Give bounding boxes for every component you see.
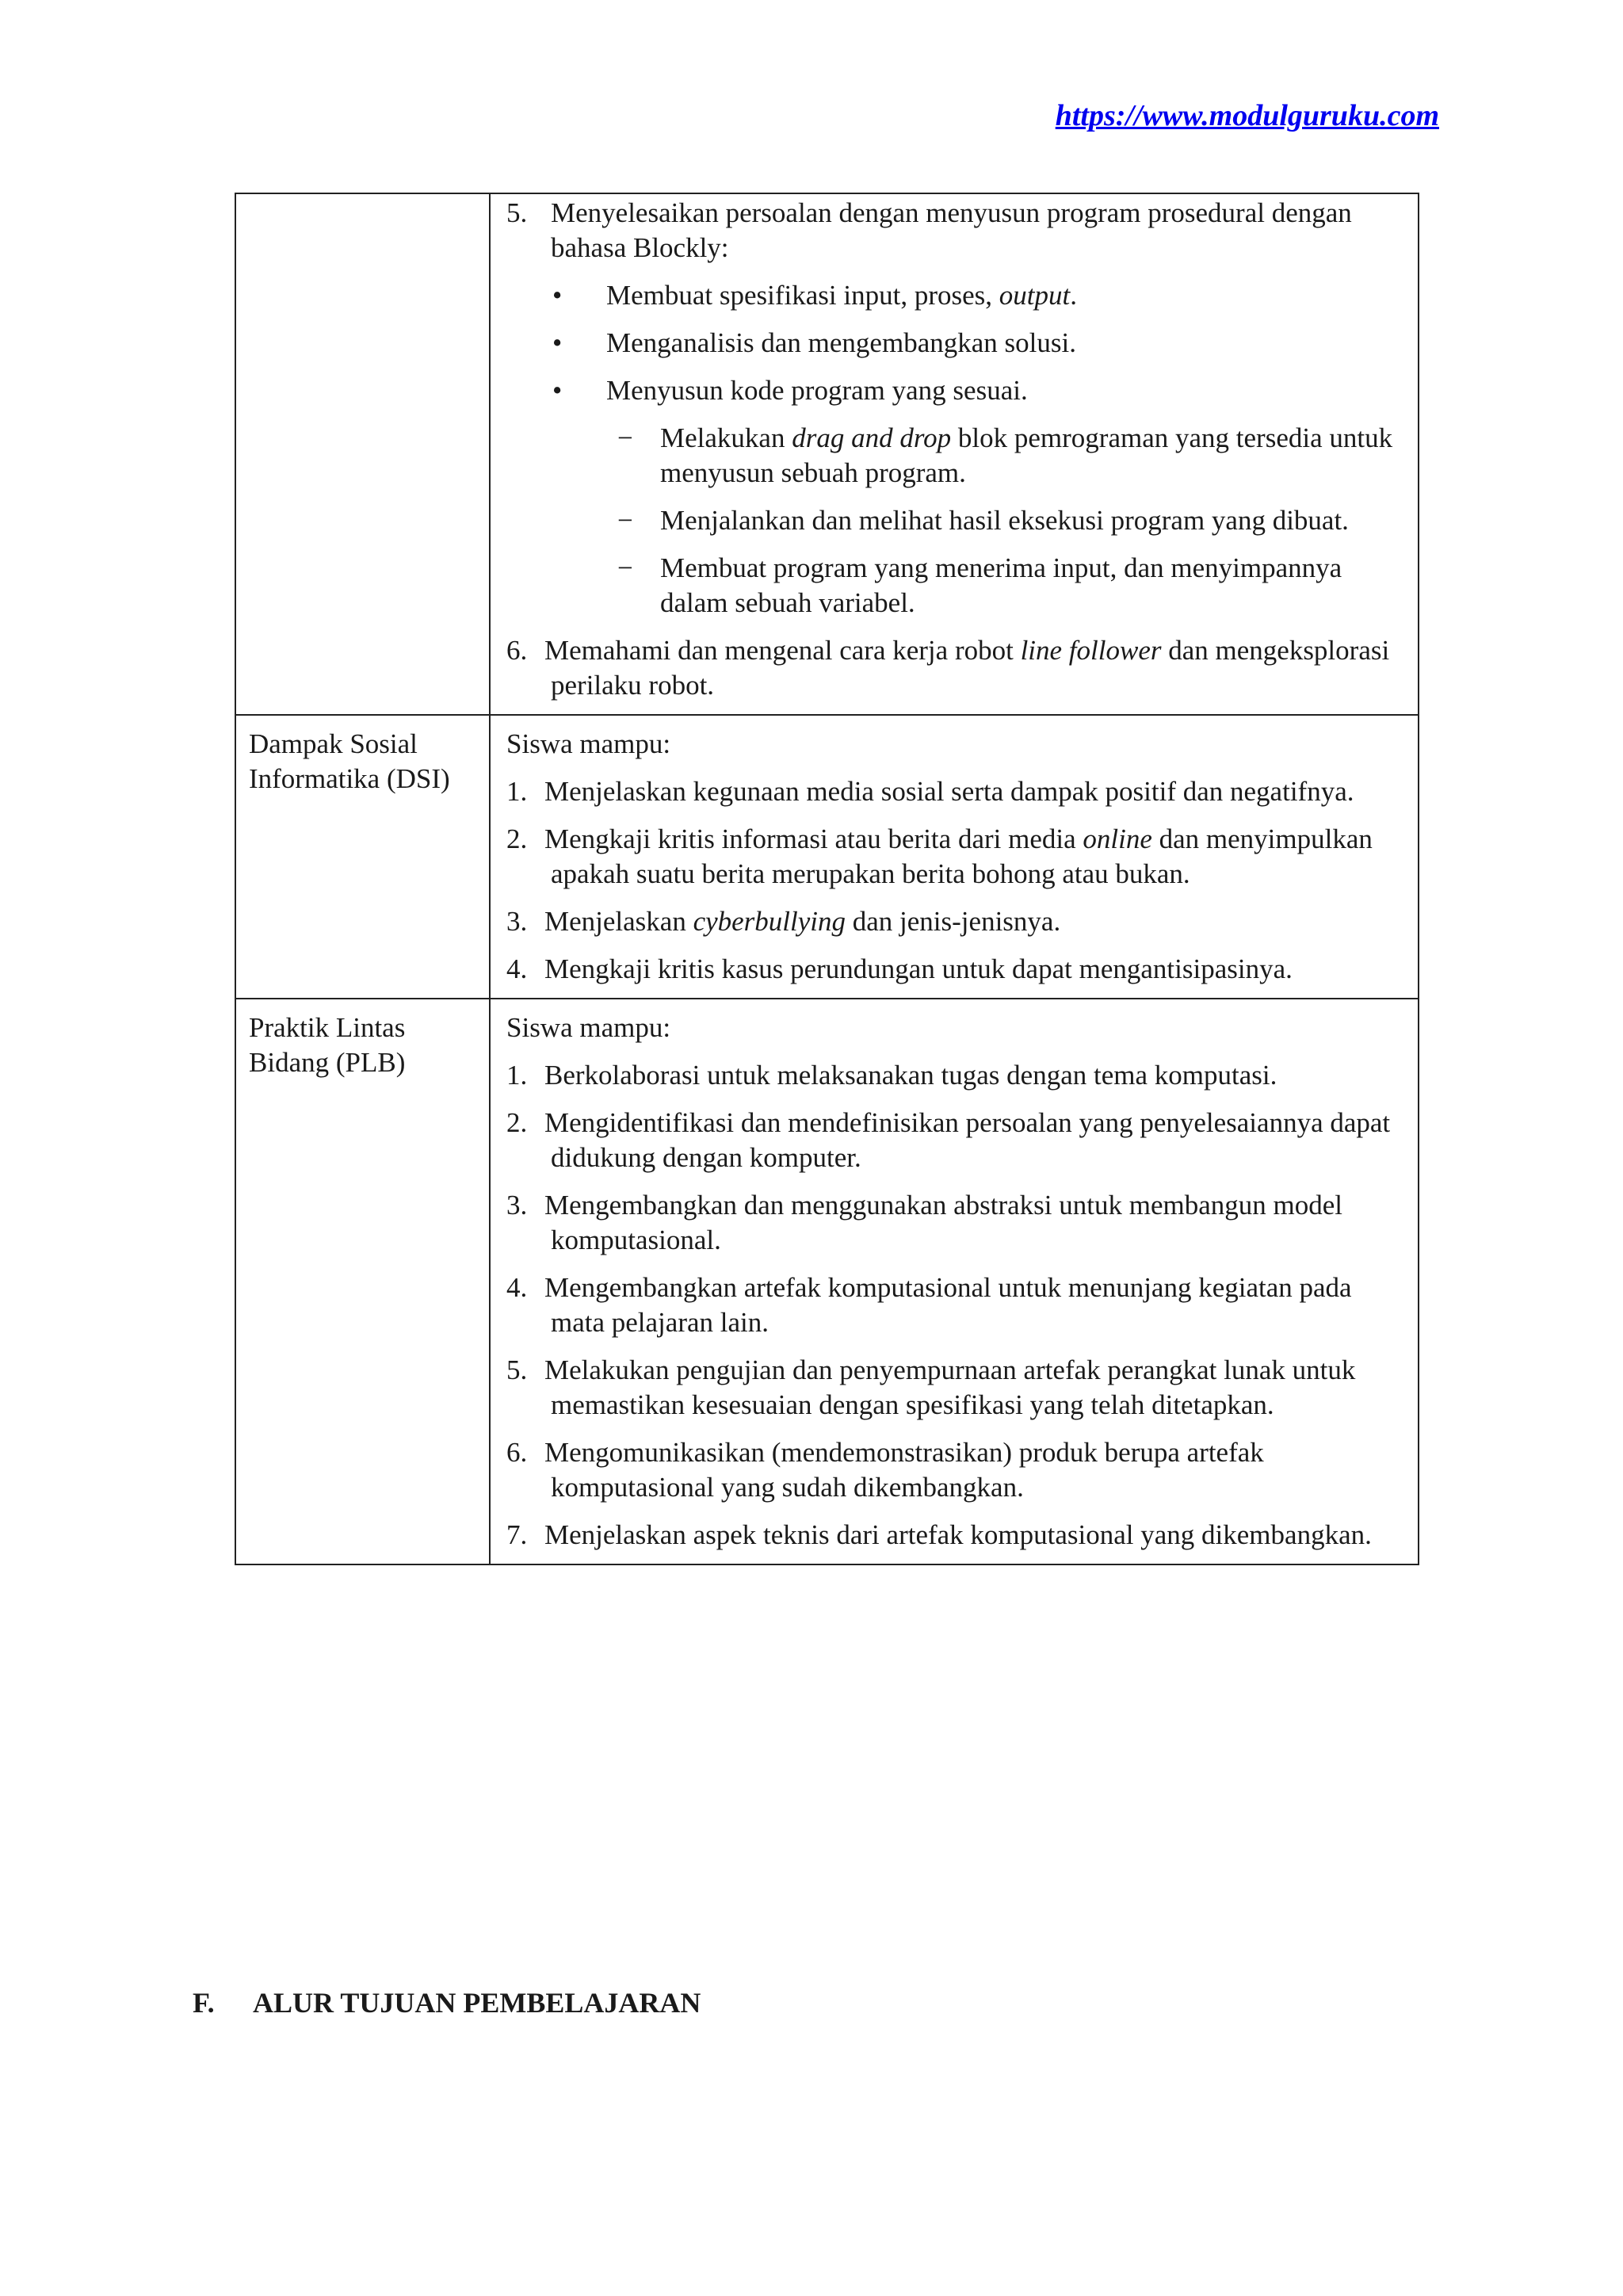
list-item [506, 1518, 1402, 1553]
bullet-text: Menyusun kode program yang sesuai. [606, 375, 1028, 406]
sub-bullet-text: Melakukan drag and drop blok pemrograman yang tersedia untuk menyusun sebuah program. [660, 422, 1393, 488]
element-label-cell [235, 999, 490, 1564]
list-text: Menjelaskan kegunaan media sosial serta dampak positif dan negatifnya. [544, 776, 1354, 807]
sub-bullet-item [506, 421, 1402, 491]
list-item [506, 1188, 1402, 1258]
list-text: Mengomunikasikan (mendemonstrasikan) produk berupa artefak komputasional yang sudah dikembangkan. [544, 1437, 1264, 1503]
dash-icon: − [617, 505, 633, 536]
list-number: 2. [506, 823, 528, 854]
sub-bullet-item [506, 503, 1402, 538]
list-item [506, 904, 1402, 939]
list-text: Menyelesaikan persoalan dengan menyusun program prosedural dengan bahasa Blockly: [551, 197, 1352, 263]
list-number: 3. [506, 906, 528, 937]
dash-icon: − [617, 422, 633, 453]
list-number: 1. [506, 1060, 528, 1091]
list-item [506, 1106, 1402, 1175]
list-text: Berkolaborasi untuk melaksanakan tugas dengan tema komputasi. [544, 1060, 1277, 1091]
bullet-icon: • [552, 327, 563, 358]
list-item [506, 633, 1402, 703]
element-content-cell [490, 193, 1419, 715]
sub-bullet-text: Membuat program yang menerima input, dan menyimpannya dalam sebuah variabel. [660, 552, 1342, 618]
list-text: Melakukan pengujian dan penyempurnaan artefak perangkat lunak untuk memastikan kesesuaian dengan spesifikasi yang telah ditetapkan. [544, 1354, 1356, 1420]
website-link[interactable]: https://www.modulguruku.com [1055, 99, 1439, 132]
list-text: Memahami dan mengenal cara kerja robot line follower dan mengeksplorasi perilaku robot. [544, 635, 1390, 701]
element-label: Dampak Sosial Informatika (DSI) [249, 728, 450, 794]
list-item [506, 196, 1402, 266]
list-item [506, 774, 1402, 809]
section-letter: F. [193, 1987, 215, 2019]
bullet-text: Menganalisis dan mengembangkan solusi. [606, 327, 1076, 358]
list-item [506, 822, 1402, 892]
list-number: 6. [506, 635, 528, 666]
bullet-icon: • [552, 280, 563, 311]
table-row [235, 193, 1419, 715]
sub-bullet-item [506, 551, 1402, 621]
bullet-text: Membuat spesifikasi input, proses, output. [606, 280, 1077, 311]
list-number: 4. [506, 1272, 528, 1303]
intro-text: Siswa mampu: [506, 728, 671, 759]
element-label-cell [235, 715, 490, 999]
list-number: 3. [506, 1190, 528, 1221]
list-item [506, 952, 1402, 987]
element-label: Praktik Lintas Bidang (PLB) [249, 1012, 406, 1078]
element-content-cell [490, 715, 1419, 999]
list-number: 5. [506, 1354, 528, 1385]
list-item [506, 1058, 1402, 1093]
intro-text: Siswa mampu: [506, 1012, 671, 1043]
table-row [235, 999, 1419, 1564]
table-row [235, 715, 1419, 999]
bullet-icon: • [552, 375, 563, 406]
learning-outcomes-table [235, 193, 1419, 1565]
bullet-item [506, 278, 1402, 313]
list-item [506, 1353, 1402, 1423]
list-text: Mengkaji kritis informasi atau berita dari media online dan menyimpulkan apakah suatu berita merupakan berita bohong atau bukan. [544, 823, 1373, 889]
list-text: Mengidentifikasi dan mendefinisikan persoalan yang penyelesaiannya dapat didukung dengan komputer. [544, 1107, 1391, 1173]
list-number: 2. [506, 1107, 528, 1138]
list-number: 1. [506, 776, 528, 807]
element-content-cell [490, 999, 1419, 1564]
bullet-item [506, 326, 1402, 361]
section-title: ALUR TUJUAN PEMBELAJARAN [253, 1987, 701, 2019]
list-text: Mengkaji kritis kasus perundungan untuk dapat mengantisipasinya. [544, 953, 1293, 984]
list-number: 5. [506, 197, 528, 228]
section-heading [193, 1986, 701, 2019]
element-label-cell [235, 193, 490, 715]
sub-bullet-text: Menjalankan dan melihat hasil eksekusi program yang dibuat. [660, 505, 1349, 536]
list-text: Mengembangkan artefak komputasional untuk menunjang kegiatan pada mata pelajaran lain. [544, 1272, 1352, 1338]
list-item [506, 1270, 1402, 1340]
list-number: 6. [506, 1437, 528, 1468]
list-number: 7. [506, 1519, 528, 1550]
bullet-item [506, 373, 1402, 408]
list-item [506, 1435, 1402, 1505]
list-number: 4. [506, 953, 528, 984]
dash-icon: − [617, 552, 633, 583]
list-text: Menjelaskan aspek teknis dari artefak komputasional yang dikembangkan. [544, 1519, 1372, 1550]
list-text: Menjelaskan cyberbullying dan jenis-jenisnya. [544, 906, 1061, 937]
list-text: Mengembangkan dan menggunakan abstraksi untuk membangun model komputasional. [544, 1190, 1342, 1255]
